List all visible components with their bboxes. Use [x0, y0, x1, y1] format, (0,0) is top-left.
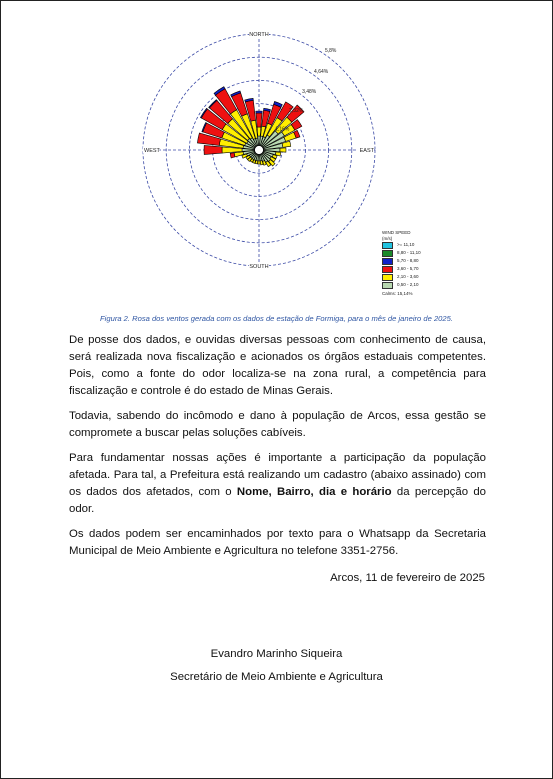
legend-unit: (m/s): [382, 235, 393, 241]
direction-east-label: EAST: [359, 148, 374, 154]
legend-swatch: [382, 242, 393, 249]
petal-sector-0-class-1: [257, 127, 261, 136]
paragraph-3-bold: Nome, Bairro, dia e horário: [236, 486, 392, 498]
signature-name: Evandro Marinho Siqueira: [210, 648, 343, 660]
legend-item: [382, 265, 472, 273]
figure-caption: Figura 2. Rosa dos ventos gerada com os dados de estação de Formiga, para o mês de janeiro de 2025.: [100, 314, 453, 323]
wind-rose-chart: [139, 25, 399, 297]
direction-north-label: NORTH: [249, 32, 269, 38]
paragraph-2: Todavia, sabendo do incômodo e dano à população de Arcos, essa gestão se compromete a buscar pelas soluções cabíveis.: [69, 410, 486, 439]
legend-label: 0,50 - 2,10: [397, 282, 419, 287]
paragraph-3-text-b: da percepção do odor.: [69, 486, 487, 515]
petal-sector-0-class-3: [256, 111, 262, 113]
legend-swatch: [382, 266, 393, 273]
petal-sector-16-class-1: [258, 161, 260, 164]
legend-item: [382, 273, 472, 281]
calm-circle: [255, 146, 264, 155]
legend-item: [382, 281, 472, 289]
legend-calms: Calms: 15,14%: [382, 291, 413, 296]
legend-item: [382, 241, 472, 249]
legend-item: [382, 257, 472, 265]
legend-swatch: [382, 274, 393, 281]
legend-title: WIND SPEED: [382, 230, 411, 235]
petal-sector-24-class-2: [204, 145, 222, 154]
legend-label: 8,80 - 11,10: [397, 250, 421, 255]
direction-west-label: WEST: [144, 148, 160, 154]
petal-sector-0-class-2: [256, 113, 262, 127]
paragraph-3-text-a: Para fundamentar nossas ações é importante a participação da população afetada. Para tal, a Prefeitura está realizando um cadastro (abaixo assinado) com os dados dos afetados, com o: [69, 452, 486, 498]
legend-item: [382, 249, 472, 257]
ring-label-3: 3,48%: [302, 88, 317, 95]
wind-speed-legend: [382, 230, 472, 298]
legend-label: 2,10 - 3,60: [397, 274, 419, 279]
paragraph-3: [69, 450, 486, 518]
paragraph-1: De posse dos dados, e ouvidas diversas pessoas com conhecimento de causa, será realizada nova fiscalização e acionados os órgãos estaduais competentes. Pois, como a fonte do odor localiza-se na zona rural, a competência para fiscalização e controle é do estado de Minas Gerais.: [69, 334, 486, 397]
legend-label: 3,60 - 5,70: [397, 266, 419, 271]
direction-south-label: SOUTH: [249, 264, 269, 270]
ring-label-5: 5,8%: [324, 48, 337, 55]
petal-sector-8-class-1: [280, 148, 286, 152]
body-text: [69, 332, 486, 568]
signature-role: Secretário de Meio Ambiente e Agricultura: [170, 671, 383, 683]
legend-swatch: [382, 258, 393, 265]
ring-label-2: 2,32%: [289, 108, 304, 115]
ring-label-4: 4,64%: [314, 68, 329, 75]
document-date: Arcos, 11 de fevereiro de 2025: [330, 572, 485, 584]
ring-label-1: 1,16%: [275, 126, 290, 133]
legend-swatch: [382, 250, 393, 257]
paragraph-4: Os dados podem ser encaminhados por texto para o Whatsapp da Secretaria Municipal de Meio Ambiente e Agricultura no telefone 3351-2756.: [69, 528, 486, 557]
legend-label: 5,70 - 8,80: [397, 258, 419, 263]
legend-label: >= 11,10: [397, 242, 415, 247]
legend-swatch: [382, 282, 393, 289]
petal-sector-23-class-2: [230, 153, 235, 158]
legend-items: [382, 241, 472, 289]
